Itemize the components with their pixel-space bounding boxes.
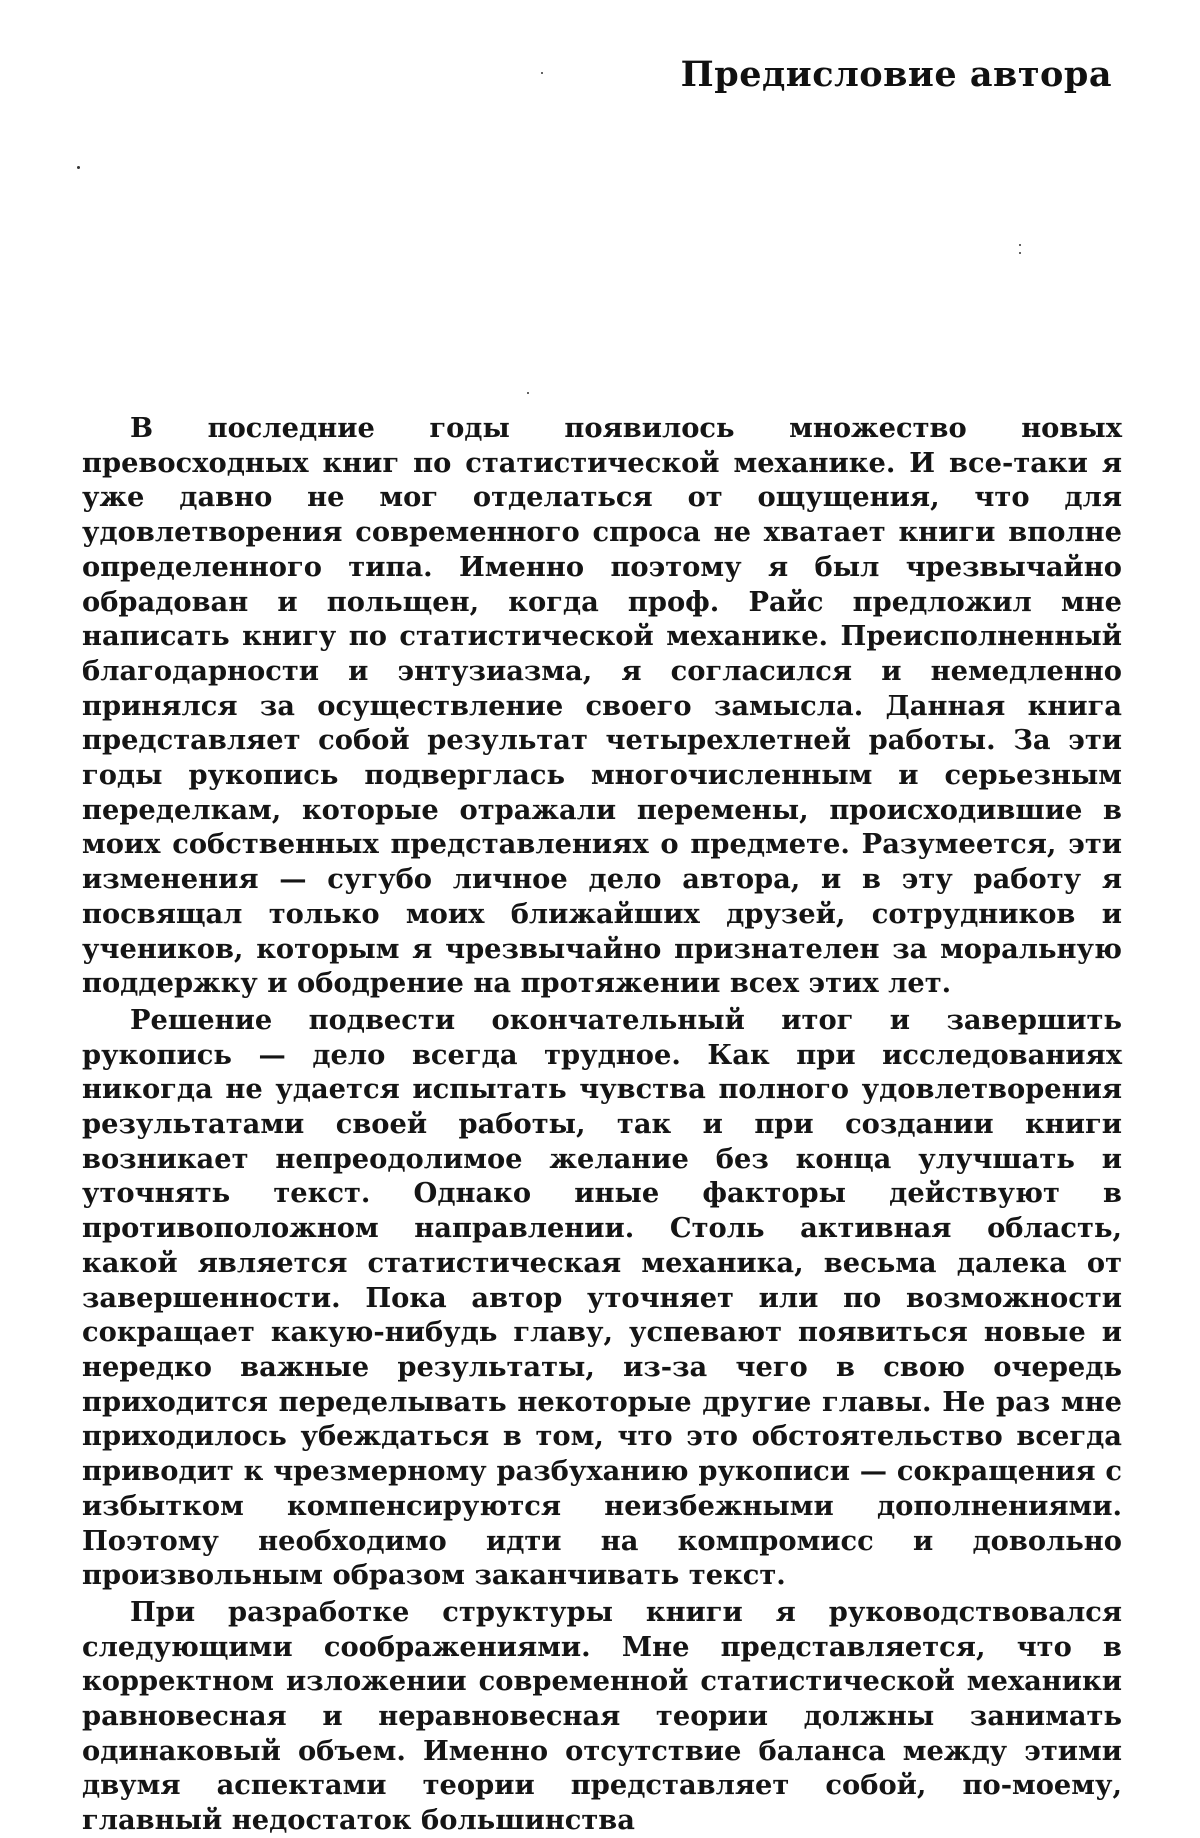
- scan-speck: [1019, 244, 1021, 246]
- paragraph-3: При разработке структуры книги я руководствовался следующими соображениями. Мне представляется, что в корректном изложении современной статистической механики равновесная и неравновесная теории должны занимать одинаковый объем. Именно отсутствие баланса между этими двумя аспектами теории представляет собой, по-моему, главный недостаток большинства: [82, 1595, 1122, 1837]
- paragraph-2: Решение подвести окончательный итог и завершить рукопись — дело всегда трудное. Как при исследованиях никогда не удается испытать чувства полного удовлетворения результатами своей работы, так и при создании книги возникает непреодолимое желание без конца улучшать и уточнять текст. Однако иные факторы действуют в противоположном направлении. Столь активная область, какой является статистическая механика, весьма далека от завершенности. Пока автор уточняет или по возможности сокращает какую-нибудь главу, успевают появиться новые и нередко важные результаты, из-за чего в свою очередь приходится переделывать некоторые другие главы. Не раз мне приходилось убеждаться в том, что это обстоятельство всегда приводит к чрезмерному разбуханию рукописи — сокращения с избытком компенсируются неизбежными дополнениями. Поэтому необходимо идти на компромисс и довольно произвольным образом заканчивать текст.: [82, 1003, 1122, 1592]
- scan-speck: [77, 166, 80, 169]
- scan-speck: [1019, 252, 1021, 254]
- paragraph-1: В последние годы появилось множество новых превосходных книг по статистической механике. И все-таки я уже давно не мог отделаться от ощущения, что для удовлетворения современного спроса не хватает книги вполне определенного типа. Именно поэтому я был чрезвычайно обрадован и польщен, когда проф. Райс предложил мне написать книгу по статистической механике. Преисполненный благодарности и энтузиазма, я согласился и немедленно принялся за осуществление своего замысла. Данная книга представляет собой результат четырехлетней работы. За эти годы рукопись подверглась многочисленным и серьезным переделкам, которые отражали перемены, происходившие в моих собственных представлениях о предмете. Разумеется, эти изменения — сугубо личное дело автора, и в эту работу я посвящал только моих ближайших друзей, сотрудников и учеников, которым я чрезвычайно признателен за моральную поддержку и ободрение на протяжении всех этих лет.: [82, 412, 1122, 1000]
- page-title: Предисловие автора: [680, 54, 1112, 95]
- scan-speck: [541, 72, 543, 74]
- scan-speck: [527, 392, 529, 394]
- preface-body: [82, 411, 1122, 1838]
